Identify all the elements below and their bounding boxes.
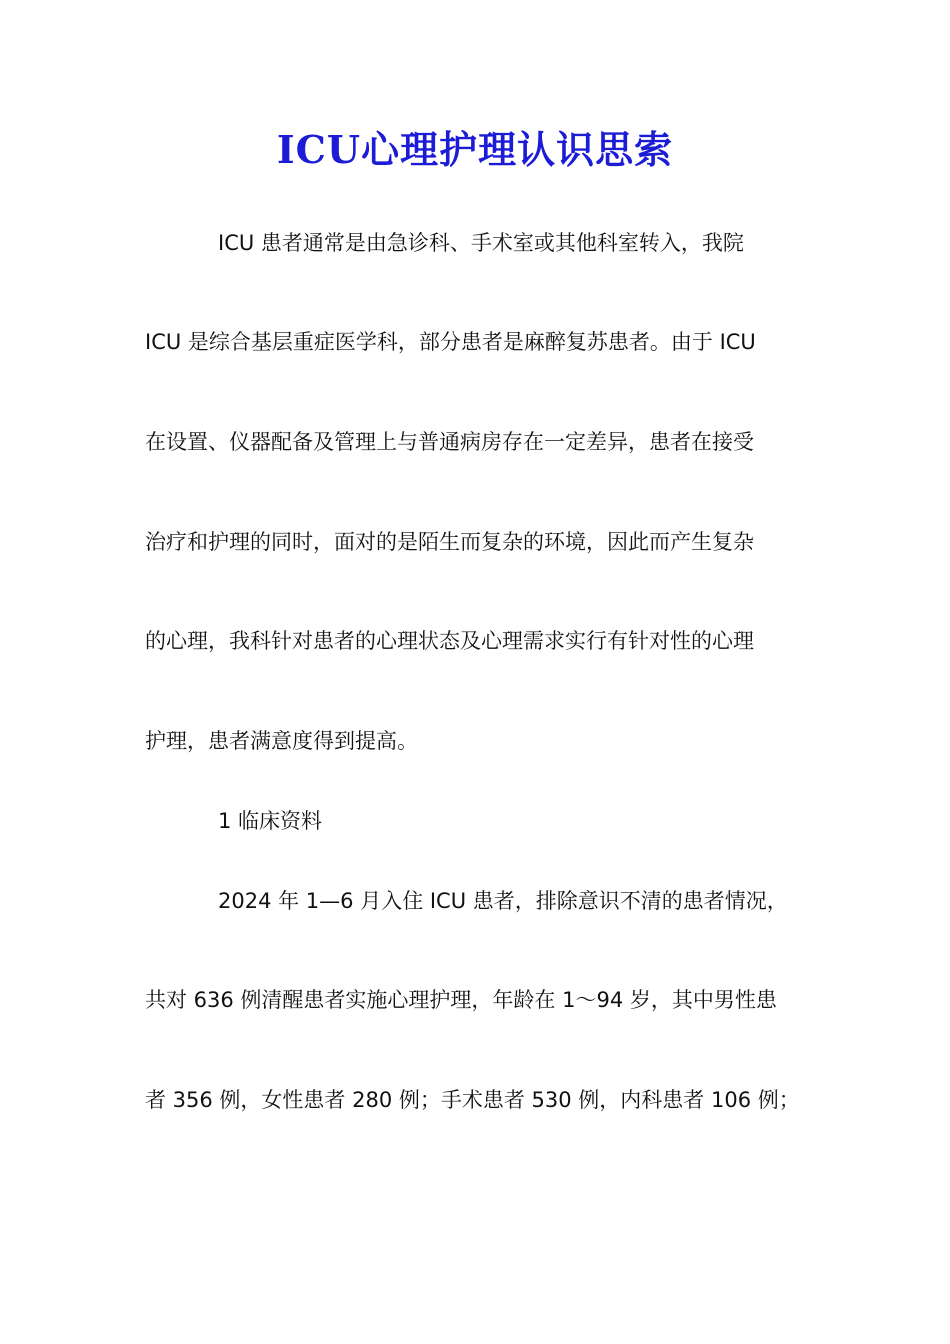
paragraph2-line-2: 共对 636 例清醒患者实施心理护理，年龄在 1～94 岁，其中男性患 <box>145 988 777 1012</box>
paragraph1-line-6: 护理，患者满意度得到提高。 <box>145 729 418 753</box>
paragraph1-line-5: 的心理，我科针对患者的心理状态及心理需求实行有针对性的心理 <box>145 629 754 653</box>
paragraph2-line-3: 者 356 例，女性患者 280 例；手术患者 530 例，内科患者 106 例； <box>145 1088 800 1112</box>
section-heading: 1 临床资料 <box>218 809 323 833</box>
paragraph1-line-1: ICU 患者通常是由急诊科、手术室或其他科室转入，我院 <box>218 231 744 255</box>
paragraph1-line-3: 在设置、仪器配备及管理上与普通病房存在一定差异，患者在接受 <box>145 430 754 454</box>
paragraph1-line-4: 治疗和护理的同时，面对的是陌生而复杂的环境，因此而产生复杂 <box>145 530 754 554</box>
document-title: ICU心理护理认识思索 <box>276 127 674 172</box>
paragraph1-line-2: ICU 是综合基层重症医学科，部分患者是麻醉复苏患者。由于 ICU <box>145 330 756 354</box>
paragraph2-line-1: 2024 年 1—6 月入住 ICU 患者，排除意识不清的患者情况， <box>218 889 788 913</box>
